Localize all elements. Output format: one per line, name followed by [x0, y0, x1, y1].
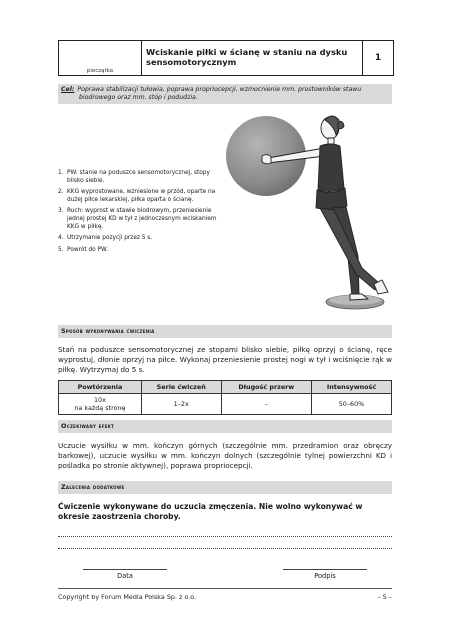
exercise-header	[58, 40, 394, 76]
step-item: 1. PW: stanie na poduszce sensomotorycznej, stopy blisko siebie.	[58, 170, 210, 184]
goal-text-line2: biodrowego oraz mm. stóp i podudzia.	[79, 94, 198, 101]
method-section-title: Sposób wykonywania ćwiczenia	[58, 325, 392, 338]
step-item: 2. KKG wyprostowane, wzniesione w przód, oparte na dużej piłce lekarskiej, piłka oparta o ścianę.	[58, 189, 216, 203]
footer-divider	[58, 588, 392, 589]
stamp-box	[59, 41, 142, 75]
cell-reps: 10x na każdą stronę	[59, 394, 142, 415]
effect-section-title: Oczekiwany efekt	[58, 420, 392, 433]
step-item: 3. Ruch: wyprost w stawie biodrowym, przeniesienie jednej prostej KD w tył z jednoczesnym wciskaniem KKG w piłkę.	[58, 208, 217, 230]
date-line	[83, 569, 167, 570]
table-header-row	[59, 381, 392, 394]
page-number: – 5 –	[377, 593, 392, 601]
date-label: Data	[117, 572, 133, 580]
col-header-reps: Powtórzenia	[59, 381, 142, 394]
method-text: Stań na poduszce sensomotorycznej ze stopami blisko siebie, piłkę oprzyj o ścianę, ręce wyprostuj, dłonie oprzyj na piłce. Wykonaj przeniesienie prostej nogi w tył i wciśnięcie rąk w piłkę. Wytrzymaj do 5 s.	[58, 345, 392, 374]
writing-line	[58, 548, 392, 549]
exercise-title: Wciskanie piłki w ścianę w staniu na dysku sensomotorycznym	[142, 41, 363, 75]
steps-list	[58, 170, 228, 258]
goal-box	[58, 84, 392, 104]
col-header-breaks: Długość przerw	[221, 381, 311, 394]
step-item: 5. Powrót do PW.	[58, 246, 108, 253]
exercise-number: 1	[374, 53, 382, 63]
copyright-text: Copyright by Forum Media Polska Sp. z o.o.	[58, 593, 197, 601]
stamp-label: pieczątka	[86, 68, 114, 74]
effect-text: Uczucie wysiłku w mm. kończyn górnych (szczególnie mm. przedramion oraz obręczy barkowej), uczucie wysiłku w mm. kończyn dolnych (szczególnie tylnej powierzchni KD i pośladka po stronie aktywnej), poprawa propriocepcji.	[58, 441, 392, 470]
goal-label: Cel:	[61, 86, 75, 93]
cell-breaks: –	[221, 394, 311, 415]
signature-line	[283, 569, 367, 570]
cell-intensity: 50–60%	[312, 394, 392, 415]
col-header-series: Serie ćwiczeń	[141, 381, 221, 394]
advice-text: Ćwiczenie wykonywane do uczucia zmęczenia. Nie wolno wykonywać w okresie zaostrzenia choroby.	[58, 502, 363, 521]
exercise-illustration	[222, 108, 397, 318]
parameters-table	[58, 380, 392, 415]
step-item: 4. Utrzymanie pozycji przez 5 s.	[58, 235, 153, 242]
table-row	[59, 394, 392, 415]
writing-line	[58, 536, 392, 537]
signature-label: Podpis	[314, 572, 336, 580]
advice-section-title: Zalecenia dodatkowe	[58, 481, 392, 494]
cell-series: 1–2x	[141, 394, 221, 415]
col-header-intensity: Intensywność	[312, 381, 392, 394]
goal-text-line1: Poprawa stabilizacji tułowia, poprawa propriocepcji, wzmocnienie mm. prostowników stawu	[77, 86, 362, 93]
